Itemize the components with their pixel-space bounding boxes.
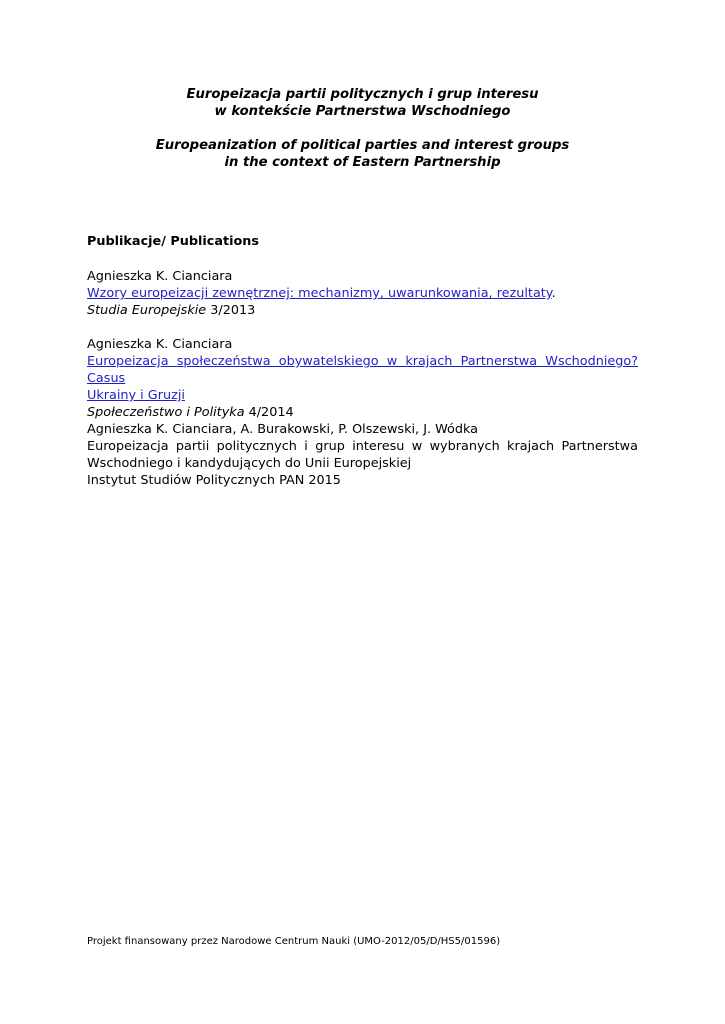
publication-title-line: Wschodniego i kandydujących do Unii Europejskiej — [87, 456, 412, 471]
title-english-line-2: in the context of Eastern Partnership — [224, 155, 501, 170]
title-english-line-1: Europeanization of political parties and interest groups — [155, 138, 570, 153]
publication-title-line — [87, 353, 638, 387]
publication-entry-3 — [87, 421, 638, 489]
publication-title-line — [87, 285, 638, 302]
publication-entry-1 — [87, 268, 638, 319]
publication-title-suffix: . — [551, 286, 556, 301]
publication-issue: 4/2014 — [244, 405, 294, 420]
publication-title-link[interactable]: Ukrainy i Gruzji — [87, 388, 185, 403]
funding-footer: Projekt finansowany przez Narodowe Centrum Nauki (UMO-2012/05/D/HS5/01596) — [87, 936, 501, 947]
publication-title-line — [87, 387, 638, 404]
publication-title-line: Europeizacja partii politycznych i grup interesu w wybranych krajach Partnerstwa — [87, 439, 638, 454]
title-polish-line-2: w kontekście Partnerstwa Wschodniego — [214, 104, 511, 119]
document-title-block — [80, 86, 645, 171]
publications-heading: Publikacje/ Publications — [87, 234, 260, 249]
publication-authors: Agnieszka K. Cianciara — [87, 337, 233, 352]
publication-journal: Studia Europejskie — [87, 303, 207, 318]
publication-publisher: Instytut Studiów Politycznych PAN 2015 — [87, 473, 341, 488]
publication-title-link[interactable]: Wzory europeizacji zewnętrznej: mechanizmy, uwarunkowania, rezultaty — [87, 286, 552, 301]
publication-authors: Agnieszka K. Cianciara — [87, 269, 233, 284]
publication-source — [87, 302, 638, 319]
publication-source — [87, 404, 638, 421]
publication-journal: Społeczeństwo i Polityka — [87, 405, 245, 420]
publication-title-link[interactable]: Europeizacja społeczeństwa obywatelskiego w krajach Partnerstwa Wschodniego? Casus — [87, 354, 638, 386]
publication-issue: 3/2013 — [206, 303, 256, 318]
publication-entry-2 — [87, 336, 638, 421]
publication-authors: Agnieszka K. Cianciara, A. Burakowski, P. Olszewski, J. Wódka — [87, 422, 478, 437]
title-polish-line-1: Europeizacja partii politycznych i grup interesu — [186, 87, 539, 102]
